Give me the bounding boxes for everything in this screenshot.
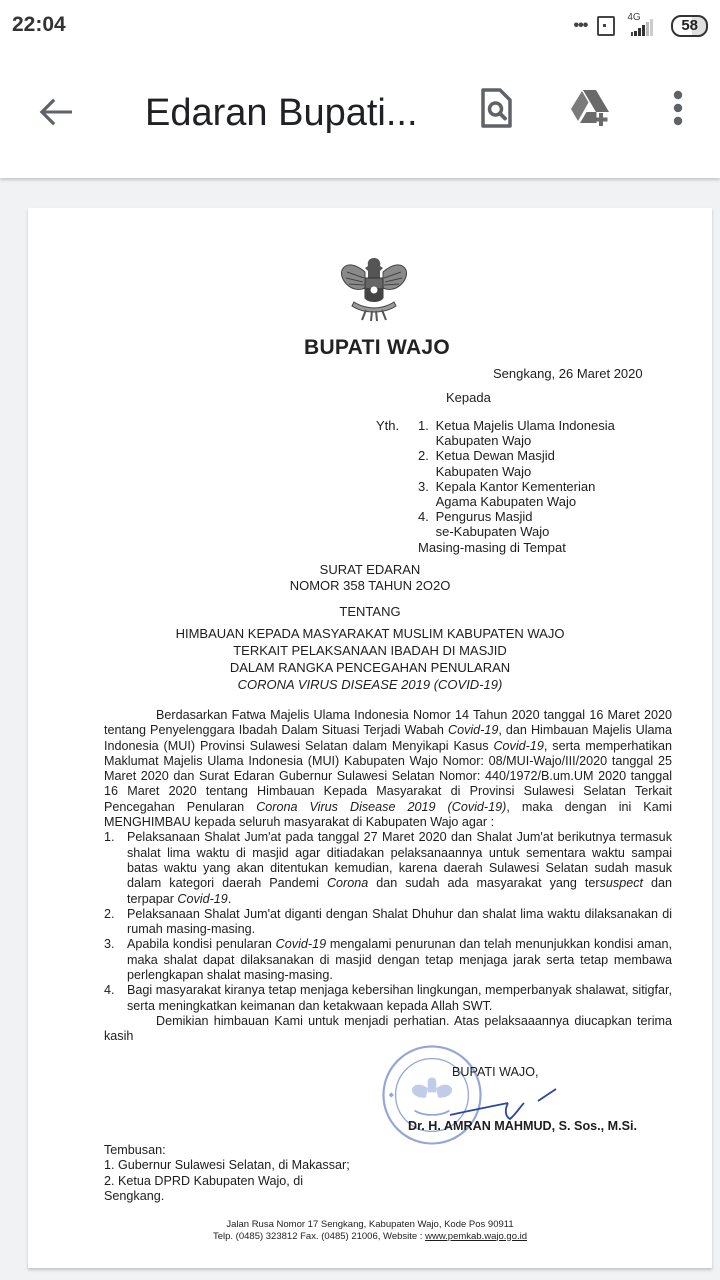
recipient-line: Kabupaten Wajo xyxy=(435,433,532,449)
tembusan-section xyxy=(104,1143,364,1205)
kepada-label: Kepada xyxy=(446,390,491,405)
find-in-document-icon xyxy=(472,84,520,132)
recipient-item xyxy=(418,509,615,524)
letter xyxy=(28,208,712,1268)
letter-body xyxy=(104,708,672,1243)
signature-title: BUPATI WAJO, xyxy=(452,1064,539,1079)
more-vertical-icon xyxy=(654,84,702,132)
tembusan-item: 1. Gubernur Sulawesi Selatan, di Makassar; xyxy=(104,1158,350,1173)
recipient-line: Pengurus Masjid xyxy=(435,509,533,525)
letter-number: NOMOR 358 TAHUN 2O2O xyxy=(289,578,451,593)
document-title: Edaran Bupati... xyxy=(145,92,418,134)
recipient-number: 4. xyxy=(418,509,429,525)
recipient-line: se-Kabupaten Wajo xyxy=(435,524,550,540)
find-in-document-button[interactable] xyxy=(472,84,520,132)
signature-block xyxy=(104,1049,672,1141)
signal-bars xyxy=(631,19,653,36)
app-bar xyxy=(0,52,720,178)
website-link[interactable]: www.pemkab.wajo.go.id xyxy=(425,1230,528,1242)
recipients-tail: Masing-masing di Tempat xyxy=(418,539,566,555)
add-to-drive-icon xyxy=(566,84,614,132)
signatory-name: Dr. H. AMRAN MAHMUD, S. Sos., M.Si. xyxy=(408,1118,638,1133)
recipient-item xyxy=(418,448,615,463)
subject-line: DALAM RANGKA PENCEGAHAN PENULARAN xyxy=(229,660,511,675)
more-notifications-icon: ••• xyxy=(573,17,588,34)
recipient-line: Ketua Dewan Masjid xyxy=(435,448,555,464)
subject-line: CORONA VIRUS DISEASE 2019 (COVID-19) xyxy=(237,677,503,692)
subject-line: TERKAIT PELAKSANAAN IBADAH DI MASJID xyxy=(233,643,507,658)
recipient-number: 2. xyxy=(418,448,429,464)
points-list xyxy=(104,830,672,1044)
point-item: 4. Bagi masyarakat kiranya tetap menjaga kebersihan lingkungan, memperbanyak shalawat, sitigfar, serta meningkatkan keimanan dan ketakwaan kepada Allah SWT. xyxy=(104,983,672,1013)
garuda-emblem-icon xyxy=(334,248,414,328)
status-bar xyxy=(0,0,720,52)
point-item: 2. Pelaksanaan Shalat Jum'at diganti dengan Shalat Dhuhur dan shalat lima waktu dilaksanakan di rumah masing-masing. xyxy=(104,906,672,937)
closing-paragraph: Demikian himbauan Kami untuk menjadi perhatian. Atas pelaksaaannya diucapkan terima kasih xyxy=(104,1013,672,1044)
recipient-number: 3. xyxy=(418,478,429,494)
arrow-left-icon xyxy=(32,88,80,136)
recipient-item xyxy=(418,418,615,433)
footer-contact: Telp. (0485) 323812 Fax. (0485) 21006, Website : xyxy=(212,1230,426,1242)
intro-paragraph: Berdasarkan Fatwa Majelis Ulama Indonesia Nomor 14 Tahun 2020 tanggal 16 Maret 2020 tentang Penyelenggara Ibadah Dalam Situasi Terjadi Wabah Covid-19, dan Himbauan Majelis Ulama Indonesia (MUI) Provinsi Sulawesi Selatan dalam Menyikapi Kasus Covid-19, serta memperhatikan Maklumat Majelis Ulama Indonesia (MUI) Kabupaten Wajo Nomor: 08/MUI-Wajo/III/2020 tanggal 25 Maret 2020 dan Surat Edaran Gubernur Sulawesi Selatan Nomor: 440/1972/B.um.UM 2020 tanggal 16 Maret 2020 tentang Himbauan Kepada Masyarakat di Provinsi Sulawesi Selatan Terkait Pencegahan Penularan Corona Virus Disease 2019 (Covid-19), maka dengan ini Kami MENGHIMBAU kepada seluruh masyarakat di Kabupaten Wajo agar : xyxy=(104,708,672,830)
battery-indicator: 58 xyxy=(671,15,708,37)
tembusan-item: 2. Ketua DPRD Kabupaten Wajo, di Sengkang. xyxy=(104,1173,304,1204)
auto-rotate-icon xyxy=(597,16,615,36)
tembusan-label: Tembusan: xyxy=(104,1142,166,1157)
more-options-button[interactable] xyxy=(654,84,702,132)
network-type-label: 4G xyxy=(627,12,641,23)
point-item: 3. Apabila kondisi penularan Covid-19 mengalami penurunan dan telah menunjukkan kondisi aman, maka shalat dapat dilaksanakan di masjid dengan tetap menjaga jarak serta tetap membawa perlengkapan shalat masing-masing. xyxy=(104,937,672,983)
letterhead-title: BUPATI WAJO xyxy=(304,336,451,359)
footer-address: Jalan Rusa Nomor 17 Sengkang, Kabupaten Wajo, Kode Pos 90911 xyxy=(226,1218,514,1230)
subject-line: HIMBAUAN KEPADA MASYARAKAT MUSLIM KABUPATEN WAJO xyxy=(175,626,565,641)
back-button[interactable] xyxy=(32,88,80,136)
signature-mark-icon xyxy=(448,1087,558,1123)
status-time: 22:04 xyxy=(12,13,66,36)
letter-type: SURAT EDARAN xyxy=(319,562,421,577)
place-date: Sengkang, 26 Maret 2020 xyxy=(493,366,643,381)
status-icons xyxy=(574,12,709,40)
point-item: 1. Pelaksanaan Shalat Jum'at pada tanggal 27 Maret 2020 dan Shalat Jum'at berikutnya termasuk shalat lima waktu di masjid agar ditiadakan pelaksanaannya untuk sementara waktu sampai batas waktu yang akan ditentukan kemudian, karena daerah Sulawesi Selatan sudah masuk dalam kategori daerah Pandemi Corona dan sudah ada masyarakat yang tersuspect dan terpapar Covid-19. xyxy=(104,830,672,906)
recipient-line: Kabupaten Wajo xyxy=(435,463,532,479)
recipient-line: Agama Kabupaten Wajo xyxy=(435,494,577,510)
recipient-line: Ketua Majelis Ulama Indonesia xyxy=(435,418,615,433)
signal-icon xyxy=(625,14,661,38)
letter-footer xyxy=(28,1219,712,1243)
recipient-line: Kepala Kantor Kementerian xyxy=(435,478,596,494)
add-to-drive-button[interactable] xyxy=(566,84,614,132)
recipient-number: 1. xyxy=(418,418,429,433)
recipient-item xyxy=(418,479,615,494)
tentang-label: TENTANG xyxy=(339,604,401,619)
recipient-list xyxy=(418,418,615,555)
document-page[interactable] xyxy=(28,208,712,1268)
yth-label: Yth. xyxy=(376,418,400,433)
